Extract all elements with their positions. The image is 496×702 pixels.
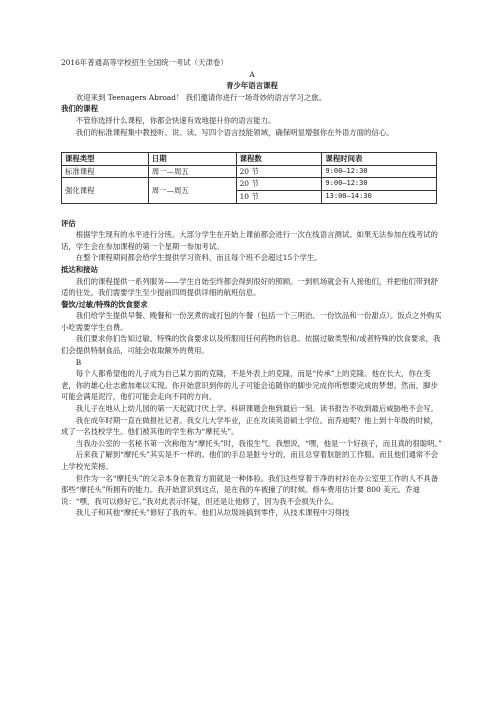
- table-cell: 20 节: [236, 178, 322, 191]
- table-cell: 13:00—14:30: [322, 190, 437, 203]
- our-courses-paragraph-2: 我们的标准课程集中教授听、说、读、写四个语言技能领域，确保明显增强你在外语方面的信心。: [75, 127, 394, 137]
- passage-b-paragraph-6: 但作为一名“摩托头”的父亲本身在教育方面就是一种体验。我们这些穿着干净的衬衫在办公室里工作的人不具备那些“摩托头”所拥有的能力。我开始意识到这点，是在我的车被撞了的时候。修车费用估计要 800 美元。乔迪说：“嘿，我可以修好它。”我对此表示怀疑，但还是让他修了，因为我不会损失什么。: [61, 473, 439, 506]
- assessment-paragraph-1: 根据学生现有的水平进行分班。大部分学生在开始上课前都会进行一次在线语言测试。如果无法参加在线考试的话，学生会在参加课程的第一个星期一参加考试。: [61, 230, 438, 251]
- table-row: [62, 178, 437, 191]
- table-header-cell: 日期: [148, 153, 236, 166]
- section-b-label: B: [75, 357, 82, 367]
- meals-paragraph-2: 我们要求你们告知过敏、特殊的饮食要求以及所服用任何药物的信息。依据过敏类型和/或者特殊的饮食要求，我们会提供特制食品，可能会收取额外的费用。: [61, 334, 441, 356]
- assessment-heading: 评估: [61, 218, 76, 228]
- table-cell: 10 节: [236, 190, 322, 203]
- meals-heading: 餐饮/过敏/特殊的饮食要求: [61, 299, 148, 309]
- passage-a-intro: 欢迎来到 Teenagers Abroad！ 我们邀请你进行一场奇妙的语言学习之旅。: [75, 92, 327, 102]
- passage-b-paragraph-3: 我在成年时期一直在做报社记者。我女儿大学毕业，正在攻读英语硕士学位。而乔迪呢？他上到十年级的时候，成了一名技校学生。他们被其他的学生称为“摩托头”。: [61, 415, 438, 437]
- table-cell: 20 节: [236, 165, 322, 178]
- section-a-label: A: [249, 69, 255, 79]
- assessment-paragraph-2: 在整个课程期间都会给学生提供学习资料，而且每个班不会超过15个学生。: [75, 253, 322, 263]
- passage-b-paragraph-7: 我儿子和其他“摩托头”修好了我的车。他们从垃圾场搞到零件，从技术课程中习得技: [75, 508, 350, 518]
- meals-paragraph-1: 我们给学生提供早餐、晚餐和一份烹煮的或打包的午餐（包括一个三明治、一份饮品和一份甜点）。饭点之外购买小吃需要学生自费。: [61, 311, 442, 332]
- table-cell: 标准课程: [62, 165, 149, 178]
- passage-b-paragraph-4: 当我办公室的一名秘书第一次称他为“摩托头”时，我很生气。我想说，“嘿，他是一个好孩子，而且真的很聪明。”: [75, 438, 442, 448]
- our-courses-paragraph-1: 不管你选择什么课程，你都会快速有效地提升你的语言能力。: [75, 115, 276, 125]
- table-row: [62, 165, 437, 178]
- table-cell: 9:00—12:30: [322, 178, 437, 191]
- table-cell: 周一—周五: [148, 178, 236, 203]
- table-cell: 9:00—12:30: [322, 165, 437, 178]
- passage-b-paragraph-5: 后来我了解到“摩托头”其实是不一样的。他们的手总是脏兮兮的，而且总穿着肮脏的工作服。而且他们通常不会上学校光荣榜。: [61, 450, 439, 471]
- table-header-cell: 课程时间表: [322, 153, 437, 166]
- table-cell: 周一—周五: [148, 165, 236, 178]
- course-schedule-table: [61, 152, 437, 203]
- table-header-cell: 课程类型: [62, 153, 149, 166]
- arrival-paragraph-1: 我们的课程提供一系列服务——学生自始至终都会得到很好的照顾。一到机场就会有人接他们，并把他们带到舒适的住处。我们需要学生至少提前四周提供详细的航班信息。: [61, 276, 438, 298]
- our-courses-heading: 我们的课程: [61, 104, 98, 114]
- table-header-row: [62, 153, 437, 166]
- table-cell: 强化课程: [62, 178, 149, 203]
- document-content: [61, 57, 443, 519]
- passage-b-paragraph-1: 每个人都希望他的儿子成为自己某方面的克隆，不是外表上的克隆，而是“传承”上的克隆。他在长大，你在变老，你的雄心壮志愈加难以实现。你开始意识到你的儿子可能会追随你的脚步完成你所想要完成的梦想。然而，脚步可能会满是泥泞，他们可能会走向不同的方向。: [61, 369, 438, 402]
- arrival-heading: 抵达和接站: [61, 264, 98, 274]
- exam-title: 2016年普通高等学校招生全国统一考试（天津卷）: [61, 58, 228, 67]
- passage-a-title: 青少年语言课程: [226, 81, 278, 91]
- table-header-cell: 课程数: [236, 153, 322, 166]
- passage-b-paragraph-2: 我儿子在地从上幼儿园的第一天起就讨厌上学。科研课题会拖到最后一刻。读书报告不收到最后威胁绝不会写。: [75, 404, 438, 414]
